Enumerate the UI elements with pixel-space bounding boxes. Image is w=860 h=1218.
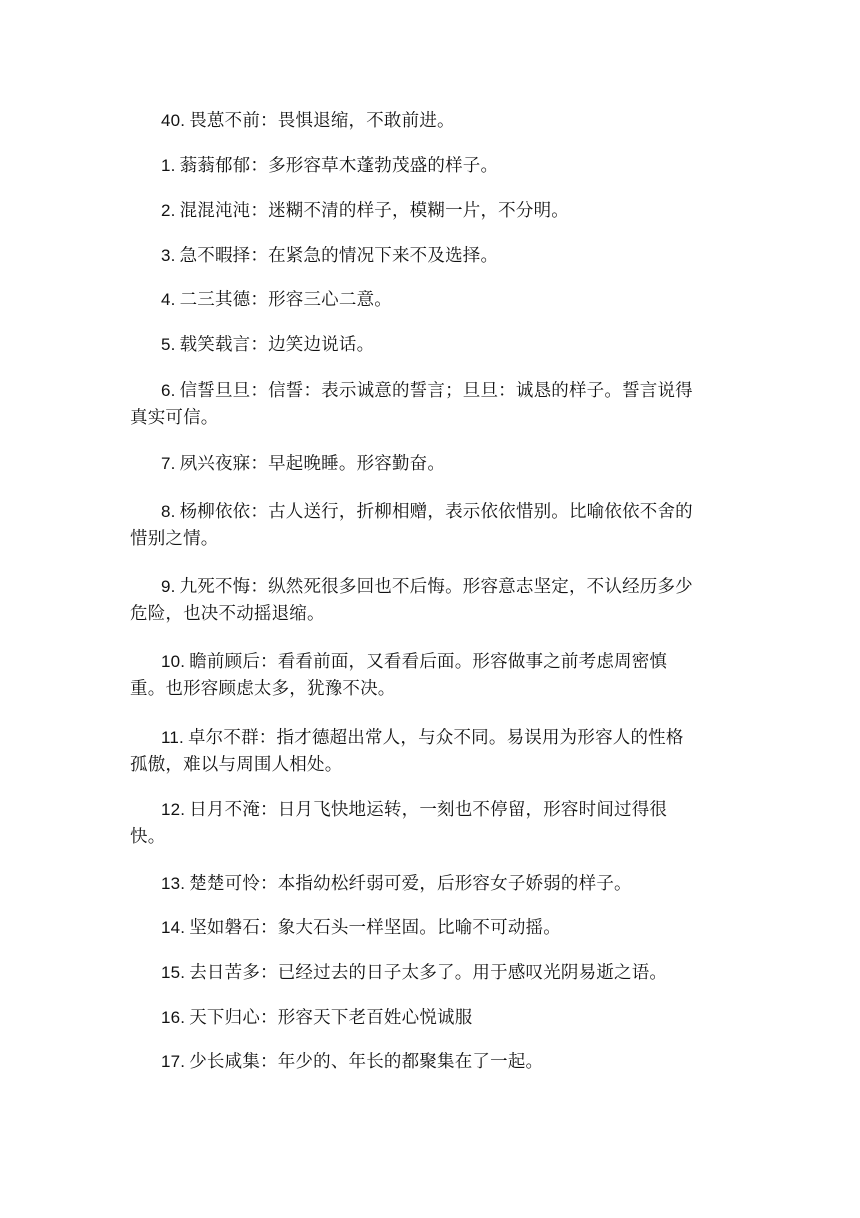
- entry-number: 17.: [161, 1052, 186, 1071]
- entry-text: 九死不悔：纵然死很多回也不后悔。形容意志坚定，不认经历多少危险，也决不动摇退缩。: [130, 577, 693, 624]
- entry-number: 13.: [161, 874, 186, 893]
- entry-text: 日月不淹：日月飞快地运转，一刻也不停留，形容时间过得很快。: [130, 800, 668, 847]
- entry-number: 40.: [161, 111, 186, 130]
- entry-number: 15.: [161, 963, 186, 982]
- idiom-entry-12: [130, 796, 700, 851]
- idiom-entry-13: [130, 870, 700, 898]
- entry-number: 7.: [161, 454, 176, 473]
- entry-number: 10.: [161, 652, 186, 671]
- idiom-entry-40: [130, 107, 700, 135]
- idiom-entry-10: [130, 648, 700, 703]
- entry-text: 夙兴夜寐：早起晚睡。形容勤奋。: [179, 454, 446, 474]
- entry-text: 坚如磐石：象大石头一样坚固。比喻不可动摇。: [189, 918, 561, 938]
- entry-text: 混混沌沌：迷糊不清的样子，模糊一片，不分明。: [179, 201, 569, 221]
- idiom-entry-4: [130, 286, 700, 314]
- entry-number: 3.: [161, 246, 176, 265]
- idiom-entry-5: [130, 331, 700, 359]
- entry-number: 2.: [161, 201, 176, 220]
- entry-number: 9.: [161, 577, 176, 596]
- entry-number: 4.: [161, 290, 176, 309]
- entry-text: 杨柳依依：古人送行，折柳相赠，表示依依惜别。比喻依依不舍的惜别之情。: [130, 502, 693, 549]
- idiom-entry-17: [130, 1048, 700, 1076]
- entry-number: 1.: [161, 156, 176, 175]
- entry-text: 畏葸不前：畏惧退缩，不敢前进。: [189, 111, 455, 131]
- entry-number: 5.: [161, 335, 176, 354]
- entry-text: 少长咸集：年少的、年长的都聚集在了一起。: [189, 1052, 544, 1072]
- idiom-entry-6: [130, 377, 700, 432]
- entry-text: 急不暇择：在紧急的情况下来不及选择。: [179, 246, 499, 266]
- entry-number: 8.: [161, 502, 176, 521]
- document-page: [130, 0, 700, 1218]
- entry-text: 楚楚可怜：本指幼松纤弱可爱，后形容女子娇弱的样子。: [189, 874, 632, 894]
- entry-text: 去日苦多：已经过去的日子太多了。用于感叹光阴易逝之语。: [189, 963, 668, 983]
- idiom-entry-11: [130, 724, 700, 779]
- entry-text: 卓尔不群：指才德超出常人，与众不同。易误用为形容人的性格孤傲，难以与周围人相处。: [130, 728, 684, 775]
- idiom-entry-16: [130, 1004, 700, 1032]
- entry-number: 12.: [161, 800, 186, 819]
- idiom-entry-14: [130, 914, 700, 942]
- idiom-entry-9: [130, 573, 700, 628]
- entry-number: 11.: [161, 728, 184, 747]
- idiom-entry-8: [130, 498, 700, 553]
- idiom-entry-3: [130, 242, 700, 270]
- entry-number: 14.: [161, 918, 186, 937]
- idiom-entry-7: [130, 450, 700, 478]
- entry-number: 16.: [161, 1008, 186, 1027]
- idiom-entry-2: [130, 197, 700, 225]
- entry-text: 瞻前顾后：看看前面，又看看后面。形容做事之前考虑周密慎重。也形容顾虑太多，犹豫不决。: [130, 652, 668, 699]
- entry-number: 6.: [161, 381, 176, 400]
- entry-text: 信誓旦旦：信誓：表示诚意的誓言；旦旦：诚恳的样子。誓言说得真实可信。: [130, 381, 693, 428]
- entry-text: 蓊蓊郁郁：多形容草木蓬勃茂盛的样子。: [179, 156, 499, 176]
- entry-text: 二三其德：形容三心二意。: [179, 290, 392, 310]
- entry-text: 载笑载言：边笑边说话。: [179, 335, 375, 355]
- idiom-entry-15: [130, 959, 700, 987]
- idiom-entry-1: [130, 152, 700, 180]
- entry-text: 天下归心：形容天下老百姓心悦诚服: [189, 1008, 473, 1028]
